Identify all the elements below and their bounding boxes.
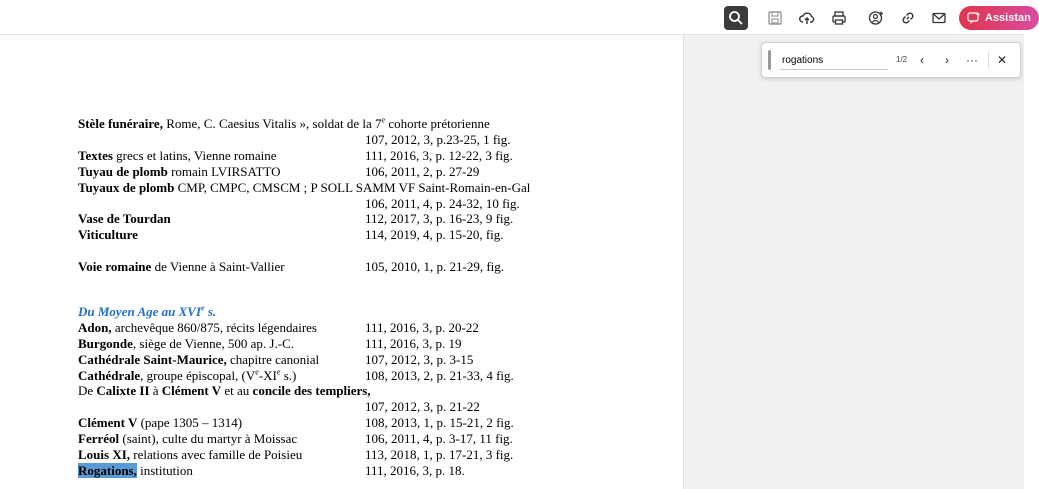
assistant-icon	[967, 11, 981, 25]
save-icon[interactable]	[763, 6, 787, 30]
entry-line: Voie romaine de Vienne à Saint-Vallier	[78, 259, 285, 274]
entry-line: Louis XI, relations avec famille de Poisieu	[78, 447, 303, 462]
more-icon: ···	[966, 53, 978, 67]
previous-match-button[interactable]	[913, 51, 931, 69]
entry-ref: 111, 2016, 3, p. 19	[365, 336, 462, 351]
entry-line: Ferréol (saint), culte du martyr à Moissac	[78, 431, 298, 446]
entry-ref: 106, 2011, 2, p. 27-29	[365, 164, 480, 179]
entry-line: Tuyaux de plomb CMP, CMPC, CMSCM ; P SOLL SAMM VF Saint-Romain-en-Gal	[78, 180, 531, 195]
next-match-button[interactable]	[938, 51, 956, 69]
entry-line: Burgonde, siège de Vienne, 500 ap. J.-C.	[78, 336, 294, 351]
upload-icon[interactable]	[795, 6, 819, 30]
entry-ref: 108, 2013, 2, p. 21-33, 4 fig.	[365, 368, 514, 383]
entry-ref: 111, 2016, 3, p. 18.	[365, 463, 465, 478]
entry-line: Stèle funéraire, Rome, C. Caesius Vitalis », soldat de la 7e cohorte prétorienne	[78, 115, 490, 131]
assistant-label: Assistan	[985, 12, 1031, 24]
entry-line: Clément V (pape 1305 – 1314)	[78, 415, 243, 430]
chevron-right-icon: ›	[945, 53, 949, 67]
find-input[interactable]	[780, 51, 888, 70]
search-highlight: Rogations,	[78, 463, 137, 478]
close-icon: ✕	[996, 53, 1008, 67]
link-icon[interactable]	[896, 6, 920, 30]
right-gutter	[683, 35, 1024, 489]
entry-ref: 106, 2011, 4, p. 24-32, 10 fig.	[365, 196, 520, 211]
entry-line: Adon, archevêque 860/875, récits légendaires	[78, 320, 317, 335]
mail-icon[interactable]	[927, 6, 951, 30]
entry-line: Cathédrale Saint-Maurice, chapitre canonial	[78, 352, 320, 367]
entry-line: Tuyau de plomb romain LVIRSATTO	[78, 164, 281, 179]
entry-ref: 112, 2017, 3, p. 16-23, 9 fig.	[365, 211, 514, 226]
close-find-button[interactable]	[993, 51, 1011, 69]
entry-line: Textes grecs et latins, Vienne romaine	[78, 148, 277, 163]
print-icon[interactable]	[827, 6, 851, 30]
entry-ref: 107, 2012, 3, p. 3-15	[365, 352, 474, 367]
drag-handle-icon[interactable]	[768, 50, 771, 70]
chevron-left-icon: ‹	[920, 53, 924, 67]
entry-line: Rogations, institution	[78, 463, 193, 478]
entry-ref: 111, 2016, 3, p. 20-22	[365, 320, 479, 335]
section-heading: Du Moyen Age au XVIe s.	[78, 303, 217, 319]
entry-ref: 107, 2012, 3, p. 21-22	[365, 399, 480, 414]
divider	[988, 51, 989, 69]
entry-line: Viticulture	[78, 227, 138, 242]
entry-ref: 114, 2019, 4, p. 15-20, fig.	[365, 227, 504, 242]
top-toolbar	[0, 0, 1031, 35]
entry-line: Cathédrale, groupe épiscopal, (Ve-XIe s.)	[78, 367, 297, 383]
entry-ref: 111, 2016, 3, p. 12-22, 3 fig.	[365, 148, 513, 163]
more-options-button[interactable]	[963, 51, 981, 69]
entry-line: Vase de Tourdan	[78, 211, 171, 226]
entry-ref: 108, 2013, 1, p. 15-21, 2 fig.	[365, 415, 514, 430]
search-icon[interactable]	[724, 6, 748, 30]
entry-ref: 106, 2011, 4, p. 3-17, 11 fig.	[365, 431, 513, 446]
entry-ref: 113, 2018, 1, p. 17-21, 3 fig.	[365, 447, 514, 462]
assistant-button[interactable]	[959, 6, 1039, 30]
entry-line: De Calixte II à Clément V et au concile des templiers,	[78, 383, 371, 398]
entry-ref: 105, 2010, 1, p. 21-29, fig.	[365, 259, 505, 274]
find-match-count: 1/2	[896, 55, 908, 64]
find-bar	[761, 42, 1021, 78]
entry-ref: 107, 2012, 3, p.23-25, 1 fig.	[365, 132, 511, 147]
share-user-icon[interactable]	[864, 6, 888, 30]
